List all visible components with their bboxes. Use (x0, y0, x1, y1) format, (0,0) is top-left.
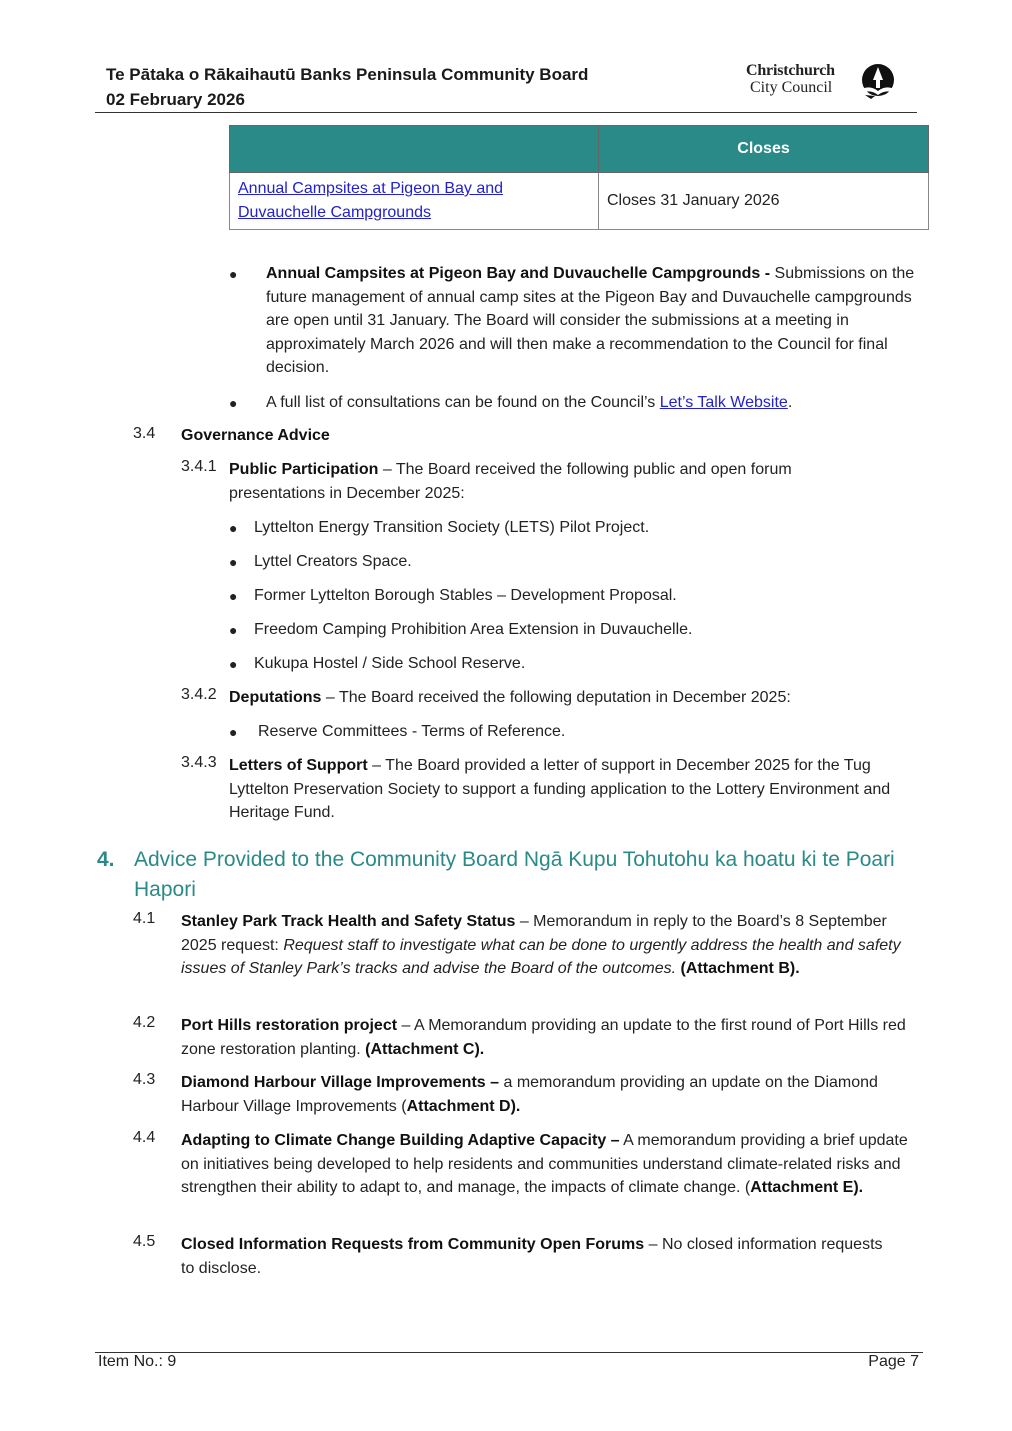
consult-bullet-lets-talk (266, 391, 918, 415)
header-divider (95, 112, 917, 113)
public-participation-heading: Public Participation (229, 461, 379, 478)
lets-talk-link[interactable]: Let’s Talk Website (659, 394, 788, 411)
board-name: Te Pātaka o Rākaihautū Banks Peninsula Community Board (106, 65, 589, 84)
footer-divider (95, 1352, 923, 1353)
bullet-icon: ● (229, 656, 238, 672)
public-participation (229, 458, 889, 505)
lets-talk-text: A full list of consultations can be found on the Council’s (266, 394, 656, 411)
bullet-icon: ● (229, 622, 238, 638)
footer-item-number: Item No.: 9 (98, 1353, 177, 1370)
link-line2: Duvauchelle Campgrounds (238, 204, 431, 221)
subsection-number: 3.4.2 (181, 686, 217, 703)
letters-text: – The Board provided a letter of support in December 2025 for the Tug Lyttelton Preservation Society to support a funding application to the Lottery Environment and Heritage Fund. (229, 757, 891, 821)
bullet-icon: ● (229, 520, 238, 536)
table-header-closes: Closes (599, 126, 929, 173)
item-stanley-park: Stanley Park Track Health and Safety Status – Memorandum in reply to the Board’s 8 September 2025 request: Request staff to investigate what can be done to urgently address the health and safety issues of Stanley Park’s tracks and advise the Board of the outcomes. (Attachment B). (181, 913, 901, 977)
section-4-number: 4. (97, 848, 115, 871)
item-number: 4.4 (133, 1129, 156, 1146)
deputations-text: – The Board received the following deputation in December 2025: (325, 689, 791, 706)
list-item: Kukupa Hostel / Side School Reserve. (254, 655, 526, 672)
list-item: Lyttel Creators Space. (254, 553, 412, 570)
letters-of-support (229, 754, 909, 825)
meeting-date: 02 February 2026 (106, 90, 245, 109)
deputations-heading: Deputations (229, 689, 322, 706)
list-item: Reserve Committees - Terms of Reference. (258, 723, 566, 740)
item-port-hills: Port Hills restoration project – A Memorandum providing an update to the first round of Port Hills red zone restoration planting. (Attachment C). (181, 1017, 906, 1058)
cathedral-icon (859, 63, 897, 101)
bullet-icon: ● (229, 724, 238, 740)
table-header-empty (230, 126, 599, 173)
item-diamond-harbour: Diamond Harbour Village Improvements – a memorandum providing an update on the Diamond Harbour Village Improvements (Attachment D). (181, 1074, 878, 1115)
letters-heading: Letters of Support (229, 757, 368, 774)
section-4-title: Advice Provided to the Community Board Ngā Kupu Tohutohu ka hoatu ki te Poari Hapori (134, 848, 895, 901)
document-header (106, 62, 588, 112)
table-header-row (230, 126, 929, 173)
item-number: 4.1 (133, 910, 156, 927)
bullet-icon: ● (229, 266, 238, 282)
campsites-heading: Annual Campsites at Pigeon Bay and Duvauchelle Campgrounds - (266, 265, 771, 282)
table-cell-closes: Closes 31 January 2026 (599, 173, 929, 230)
subsection-number: 3.4.1 (181, 458, 217, 475)
lets-talk-end: . (787, 394, 793, 411)
item-climate-change: Adapting to Climate Change Building Adaptive Capacity – A memorandum providing a brief update on initiatives being developed to help residents and communities understand climate-related risks and strengthen their ability to adapt to, and manage, the impacts of climate change. (Attachment E). (181, 1132, 908, 1196)
item-closed-requests: Closed Information Requests from Community Open Forums – No closed information requests to disclose. (181, 1236, 883, 1277)
section-4-heading (97, 845, 924, 905)
campsites-consultation-link[interactable] (238, 180, 503, 221)
table-cell-consultation (230, 173, 599, 230)
bullet-icon: ● (229, 395, 238, 411)
list-item: Freedom Camping Prohibition Area Extension in Duvauchelle. (254, 621, 693, 638)
section-number: 3.4 (133, 425, 156, 442)
deputations (229, 686, 909, 710)
item-number: 4.3 (133, 1071, 156, 1088)
list-item: Former Lyttelton Borough Stables – Development Proposal. (254, 587, 677, 604)
item-number: 4.2 (133, 1014, 156, 1031)
item-number: 4.5 (133, 1233, 156, 1250)
logo-line1: Christchurch (746, 62, 835, 79)
subsection-number: 3.4.3 (181, 754, 217, 771)
campsites-text: Submissions on the future management of annual camp sites at the Pigeon Bay and Duvauchelle campgrounds are open until 31 January. The Board will consider the submissions at a meeting in approximately March 2026 and will then make a recommendation to the Council for final decision. (266, 265, 915, 376)
bullet-icon: ● (229, 554, 238, 570)
consult-bullet-campsites (266, 262, 918, 380)
bullet-icon: ● (229, 588, 238, 604)
footer-page-number: Page 7 (868, 1353, 919, 1370)
council-logo (746, 62, 898, 102)
logo-line2: City Council (750, 79, 833, 96)
section-title-governance: Governance Advice (181, 427, 330, 444)
link-line1: Annual Campsites at Pigeon Bay and (238, 180, 504, 197)
table-row (230, 173, 929, 230)
consultation-table (229, 125, 929, 230)
list-item: Lyttelton Energy Transition Society (LETS) Pilot Project. (254, 519, 650, 536)
public-participation-text: – The Board received the following public and open forum presentations in December 2025: (229, 461, 792, 502)
